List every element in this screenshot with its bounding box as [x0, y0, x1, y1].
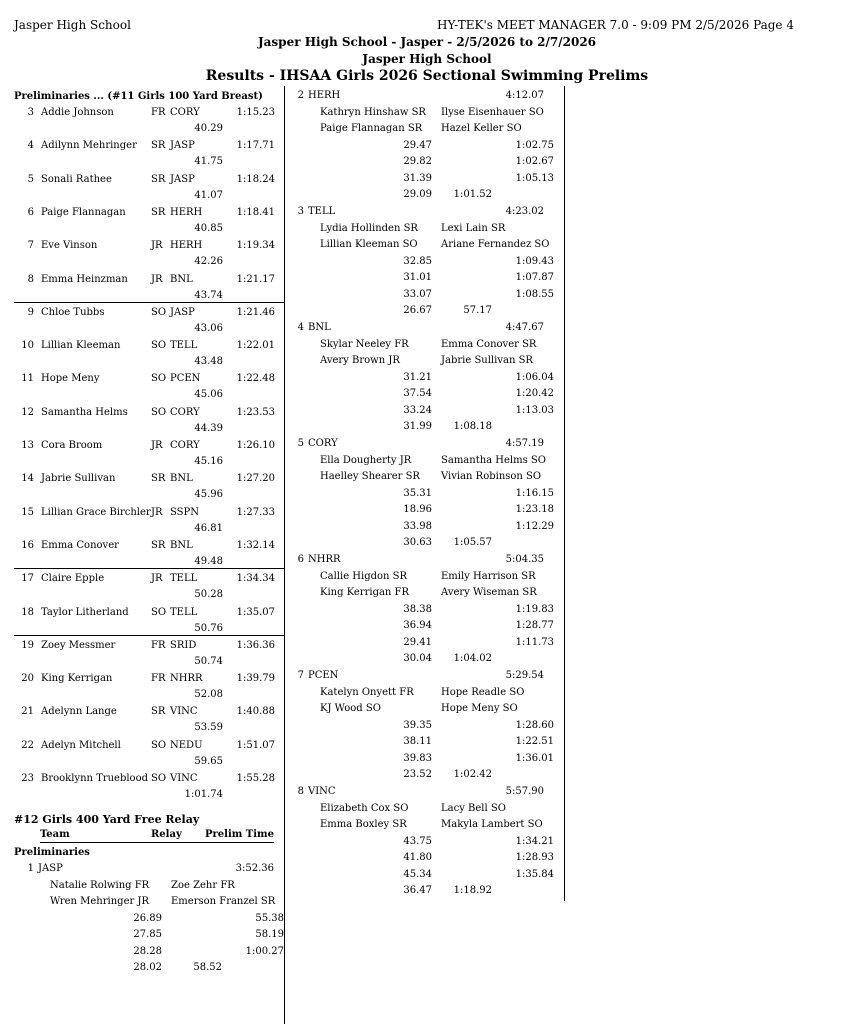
swimmer-place: 15	[21, 506, 34, 518]
relay-split: 31.99	[403, 421, 432, 432]
relay-place: 3	[297, 206, 304, 217]
header-school: Jasper High School	[14, 18, 131, 32]
swimmer-team: HERH	[170, 240, 203, 252]
right-column	[284, 86, 565, 901]
swimmer-year: FR	[151, 639, 166, 651]
relay-swimmer: Ilyse Eisenhauer SO	[441, 106, 544, 118]
swimmer-split: 1:01.74	[184, 789, 223, 800]
swimmer-team: CORY	[170, 107, 200, 118]
relay-swimmer: Emerson Franzel SR	[171, 896, 276, 907]
relay-place: 6	[297, 554, 304, 565]
swimmer-time: 1:27.20	[236, 473, 275, 485]
relay-cumulative: 1:01.52	[453, 189, 492, 200]
swimmer-name: Claire Epple	[41, 573, 105, 585]
swimmer-split: 41.07	[194, 189, 223, 201]
swimmer-split: 50.76	[194, 622, 223, 634]
swimmer-year: JR	[151, 506, 163, 518]
relay-time: 4:57.19	[505, 438, 544, 449]
swimmer-year: SO	[151, 739, 167, 751]
heat-separator	[14, 635, 284, 636]
relay-cumulative: 1:23.18	[515, 504, 554, 515]
meet-title: Jasper High School - Jasper - 2/5/2026 to 2/7/2026	[257, 35, 597, 49]
swimmer-year: SO	[151, 340, 167, 352]
header-software-info: HY-TEK's MEET MANAGER 7.0 - 9:09 PM 2/5/2026 Page 4	[437, 18, 794, 32]
relay-swimmer: Lacy Bell SO	[441, 802, 506, 814]
relay-split: 28.28	[133, 945, 162, 957]
swimmer-time: 1:18.24	[236, 173, 275, 185]
swimmer-team: JASP	[170, 306, 195, 318]
swimmer-time: 1:23.53	[236, 406, 275, 418]
relay-split: 26.67	[403, 305, 432, 316]
swimmer-year: SR	[151, 706, 166, 718]
relay-cumulative: 1:12.29	[515, 520, 554, 532]
swimmer-name: Adelynn Lange	[41, 706, 117, 718]
swimmer-name: Sonali Rathee	[41, 173, 112, 185]
col-team-header: Team	[40, 829, 70, 840]
col-relay-header: Relay	[151, 829, 182, 840]
swimmer-year: SR	[151, 539, 166, 551]
swimmer-time: 1:26.10	[236, 440, 275, 451]
swimmer-team: TELL	[170, 606, 198, 618]
swimmer-time: 1:22.01	[236, 340, 275, 352]
relay-split: 23.52	[403, 769, 432, 780]
swimmer-team: BNL	[170, 473, 193, 485]
swimmer-place: 9	[27, 306, 34, 318]
swimmer-year: JR	[151, 273, 163, 285]
relay-swimmer: Vivian Robinson SO	[441, 471, 542, 482]
relay-time: 4:47.67	[505, 322, 544, 333]
relay-swimmer: KJ Wood SO	[320, 703, 381, 714]
relay-place: 2	[297, 90, 304, 101]
swimmer-name: Jabrie Sullivan	[41, 473, 116, 485]
relay-place: 4	[297, 322, 304, 333]
relay-swimmer: Ariane Fernandez SO	[441, 239, 550, 250]
relay-swimmer: Katelyn Onyett FR	[320, 686, 414, 698]
swimmer-time: 1:15.23	[236, 107, 275, 118]
relay-cumulative: 1:08.55	[515, 288, 554, 300]
relay-cumulative: 1:22.51	[515, 736, 554, 747]
relay-time: 4:23.02	[505, 206, 544, 217]
swimmer-split: 59.65	[194, 755, 223, 767]
swimmer-team: TELL	[170, 573, 198, 585]
swimmer-name: Zoey Messmer	[41, 639, 116, 651]
relay-time: 5:29.54	[505, 670, 544, 681]
relay-split: 38.11	[403, 736, 432, 747]
relay-cumulative: 1:05.57	[453, 537, 492, 548]
swimmer-split: 41.75	[194, 156, 223, 168]
relay-cumulative: 1:02.67	[515, 156, 554, 167]
relay-cumulative: 1:11.73	[515, 636, 554, 648]
heat-separator	[14, 302, 284, 303]
relay-cumulative: 1:18.92	[453, 885, 492, 896]
relay-cumulative: 1:34.21	[515, 835, 554, 847]
swimmer-year: SO	[151, 373, 167, 385]
swimmer-team: VINC	[170, 773, 198, 784]
relay-swimmer: Samantha Helms SO	[441, 454, 546, 466]
relay-swimmer: Elizabeth Cox SO	[320, 802, 409, 814]
swimmer-place: 4	[27, 140, 34, 152]
relay-cumulative: 1:09.43	[515, 255, 554, 267]
relay-team: BNL	[308, 322, 331, 333]
swimmer-team: TELL	[170, 340, 198, 352]
swimmer-split: 40.85	[194, 222, 223, 234]
relay-cumulative: 57.17	[463, 305, 492, 316]
swimmer-team: JASP	[170, 173, 195, 185]
relay-cumulative: 58.52	[193, 962, 222, 973]
swimmer-team: JASP	[170, 140, 195, 152]
relay-split: 45.34	[403, 868, 432, 880]
swimmer-place: 7	[27, 240, 34, 252]
relay-time: 3:52.36	[235, 863, 274, 874]
swimmer-time: 1:39.79	[236, 673, 275, 685]
swimmer-name: Brooklynn Trueblood	[41, 773, 148, 784]
swimmer-team: BNL	[170, 273, 193, 285]
swimmer-place: 20	[21, 673, 34, 685]
swimmer-name: King Kerrigan	[41, 673, 113, 685]
relay-split: 29.09	[403, 189, 432, 200]
relay-split: 32.85	[403, 255, 432, 267]
relay-swimmer: Zoe Zehr FR	[171, 879, 235, 891]
swimmer-place: 17	[21, 573, 34, 585]
relay-swimmer: Emily Harrison SR	[441, 570, 536, 582]
swimmer-team: NHRR	[170, 673, 203, 685]
swimmer-year: JR	[151, 440, 163, 451]
preliminaries-label: Preliminaries	[14, 847, 90, 858]
swimmer-name: Adilynn Mehringer	[41, 140, 137, 152]
swimmer-place: 13	[21, 440, 34, 451]
swimmer-time: 1:21.46	[236, 306, 275, 318]
swimmer-place: 22	[21, 739, 34, 751]
relay-cumulative: 1:28.93	[515, 852, 554, 863]
swimmer-split: 43.06	[194, 322, 223, 334]
relay-split: 39.35	[403, 719, 432, 731]
swimmer-year: FR	[151, 107, 166, 118]
swimmer-year: SO	[151, 306, 167, 318]
relay-split: 33.07	[403, 288, 432, 300]
relay-cumulative: 1:05.13	[515, 172, 554, 184]
relay-cumulative: 55.38	[255, 912, 284, 924]
swimmer-team: CORY	[170, 406, 200, 418]
swimmer-name: Eve Vinson	[41, 240, 98, 252]
relay-time: 5:04.35	[505, 554, 544, 565]
relay-swimmer: Callie Higdon SR	[320, 570, 408, 582]
swimmer-place: 14	[21, 473, 34, 485]
relay-split: 26.89	[133, 912, 162, 924]
relay-swimmer: Jabrie Sullivan SR	[441, 355, 533, 366]
swimmer-split: 45.16	[194, 456, 223, 467]
relay-swimmer: Wren Mehringer JR	[50, 896, 149, 907]
relay-cumulative: 1:02.42	[453, 769, 492, 780]
relay-cumulative: 1:35.84	[515, 868, 554, 880]
relay-cumulative: 1:28.60	[515, 719, 554, 731]
results-title: Results - IHSAA Girls 2026 Sectional Swimming Prelims	[205, 68, 649, 84]
swimmer-split: 42.26	[194, 256, 223, 268]
swimmer-split: 45.06	[194, 389, 223, 401]
swimmer-time: 1:40.88	[236, 706, 275, 718]
relay-cumulative: 1:08.18	[453, 421, 492, 432]
swimmer-time: 1:22.48	[236, 373, 275, 385]
relay-swimmer: Lillian Kleeman SO	[320, 239, 418, 250]
swimmer-split: 46.81	[194, 522, 223, 534]
swimmer-time: 1:35.07	[236, 606, 275, 618]
swimmer-split: 40.29	[194, 123, 223, 134]
swimmer-split: 49.48	[194, 555, 223, 567]
relay-split: 33.98	[403, 520, 432, 532]
left-column	[14, 86, 285, 1024]
relay-team: PCEN	[308, 670, 339, 681]
relay-place: 1	[27, 863, 34, 874]
swimmer-place: 19	[21, 639, 34, 651]
relay-cumulative: 1:02.75	[515, 139, 554, 151]
relay-place: 5	[297, 438, 304, 449]
swimmer-time: 1:18.41	[236, 206, 275, 218]
swimmer-name: Cora Broom	[41, 440, 103, 451]
relay-split: 31.39	[403, 172, 432, 184]
relay-cumulative: 1:36.01	[515, 752, 554, 764]
relay-place: 8	[297, 786, 304, 797]
relay-swimmer: King Kerrigan FR	[320, 587, 410, 598]
swimmer-time: 1:21.17	[236, 273, 275, 285]
swimmer-name: Addie Johnson	[41, 107, 114, 118]
swimmer-team: NEDU	[170, 739, 203, 751]
swimmer-team: PCEN	[170, 373, 201, 385]
swimmer-name: Emma Conover	[41, 539, 119, 551]
relay-swimmer: Makyla Lambert SO	[441, 819, 543, 830]
relay-split: 38.38	[403, 603, 432, 615]
swimmer-place: 23	[21, 773, 34, 784]
swimmer-split: 44.39	[194, 422, 223, 434]
col-prelim-header: Prelim Time	[205, 829, 274, 840]
relay-split: 36.47	[403, 885, 432, 896]
swimmer-year: JR	[151, 573, 163, 585]
relay-swimmer: Lydia Hollinden SR	[320, 222, 418, 234]
relay-split: 41.80	[403, 852, 432, 863]
swimmer-place: 11	[21, 373, 34, 385]
relay-split: 39.83	[403, 752, 432, 764]
relay-split: 30.63	[403, 537, 432, 548]
relay-swimmer: Ella Dougherty JR	[320, 454, 412, 466]
relay-split: 43.75	[403, 835, 432, 847]
relay-cumulative: 1:28.77	[515, 620, 554, 631]
relay-swimmer: Kathryn Hinshaw SR	[320, 106, 426, 118]
swimmer-name: Chloe Tubbs	[41, 306, 105, 318]
relay-cumulative: 1:04.02	[453, 653, 492, 664]
swimmer-name: Paige Flannagan	[41, 206, 126, 218]
swimmer-year: SR	[151, 173, 166, 185]
relay-swimmer: Hazel Keller SO	[441, 123, 522, 134]
relay-split: 31.01	[403, 272, 432, 283]
relay-split: 28.02	[133, 962, 162, 973]
swimmer-name: Lillian Kleeman	[41, 340, 121, 352]
relay-swimmer: Avery Wiseman SR	[441, 587, 537, 598]
relay-swimmer: Hope Readle SO	[441, 686, 525, 698]
swimmer-name: Taylor Litherland	[41, 606, 129, 618]
swimmer-time: 1:55.28	[236, 773, 275, 784]
relay-cumulative: 1:20.42	[515, 388, 554, 399]
relay-swimmer: Hope Meny SO	[441, 703, 518, 714]
relay-team: NHRR	[308, 554, 341, 565]
event11-section-title: Preliminaries ... (#11 Girls 100 Yard Breast)	[14, 91, 263, 102]
swimmer-year: SO	[151, 773, 167, 784]
swimmer-name: Lillian Grace Birchler	[41, 506, 151, 518]
swimmer-time: 1:32.14	[236, 539, 275, 551]
swimmer-team: HERH	[170, 206, 203, 218]
relay-split: 27.85	[133, 929, 162, 940]
swimmer-year: FR	[151, 673, 166, 685]
relay-place: 7	[297, 670, 304, 681]
swimmer-name: Adelyn Mitchell	[41, 739, 121, 751]
swimmer-split: 43.48	[194, 356, 223, 368]
relay-split: 18.96	[403, 504, 432, 515]
swimmer-time: 1:27.33	[236, 506, 275, 518]
relay-swimmer: Paige Flannagan SR	[320, 123, 423, 134]
relay-swimmer: Lexi Lain SR	[441, 222, 506, 234]
relay-time: 5:57.90	[505, 786, 544, 797]
swimmer-place: 8	[27, 273, 34, 285]
relay-cumulative: 1:16.15	[515, 487, 554, 499]
swimmer-time: 1:36.36	[236, 639, 275, 651]
swimmer-place: 5	[27, 173, 34, 185]
relay-team: HERH	[308, 90, 341, 101]
swimmer-split: 43.74	[194, 289, 223, 301]
event12-title: #12 Girls 400 Yard Free Relay	[14, 813, 200, 826]
swimmer-time: 1:34.34	[236, 573, 275, 585]
relay-split: 37.54	[403, 388, 432, 399]
relay-team: VINC	[308, 786, 336, 797]
relay-cumulative: 1:00.27	[245, 945, 284, 957]
swimmer-split: 45.96	[194, 489, 223, 501]
swimmer-name: Samantha Helms	[41, 406, 128, 418]
swimmer-place: 12	[21, 406, 34, 418]
relay-cumulative: 1:19.83	[515, 603, 554, 615]
swimmer-year: SO	[151, 406, 167, 418]
swimmer-year: SO	[151, 606, 167, 618]
swimmer-year: SR	[151, 140, 166, 152]
relay-swimmer: Emma Boxley SR	[320, 819, 407, 830]
relay-time: 4:12.07	[505, 90, 544, 101]
swimmer-time: 1:51.07	[236, 739, 275, 751]
header-underline	[40, 842, 274, 843]
relay-team: TELL	[308, 206, 336, 217]
relay-team: JASP	[38, 863, 63, 874]
swimmer-time: 1:17.71	[236, 140, 275, 152]
swimmer-year: JR	[151, 240, 163, 252]
swimmer-year: SR	[151, 206, 166, 218]
relay-split: 33.24	[403, 404, 432, 416]
swimmer-split: 52.08	[194, 689, 223, 701]
swimmer-place: 3	[27, 107, 34, 118]
swimmer-team: SRID	[170, 639, 197, 651]
swimmer-place: 6	[27, 206, 34, 218]
swimmer-split: 50.74	[194, 655, 223, 667]
swimmer-time: 1:19.34	[236, 240, 275, 252]
swimmer-name: Hope Meny	[41, 373, 100, 385]
relay-swimmer: Avery Brown JR	[320, 355, 400, 366]
relay-swimmer: Emma Conover SR	[441, 338, 537, 350]
relay-split: 35.31	[403, 487, 432, 499]
relay-swimmer: Haelley Shearer SR	[320, 471, 420, 482]
relay-team: CORY	[308, 438, 338, 449]
swimmer-team: CORY	[170, 440, 200, 451]
relay-split: 29.82	[403, 156, 432, 167]
relay-cumulative: 1:13.03	[515, 404, 554, 416]
relay-split: 29.41	[403, 636, 432, 648]
relay-split: 30.04	[403, 653, 432, 664]
relay-split: 36.94	[403, 620, 432, 631]
swimmer-split: 53.59	[194, 722, 223, 734]
swimmer-split: 50.28	[194, 589, 223, 601]
swimmer-team: BNL	[170, 539, 193, 551]
swimmer-team: VINC	[170, 706, 198, 718]
swimmer-name: Emma Heinzman	[41, 273, 128, 285]
relay-swimmer: Natalie Rolwing FR	[50, 879, 150, 891]
meet-host: Jasper High School	[362, 52, 492, 66]
heat-separator	[14, 568, 284, 569]
swimmer-year: SR	[151, 473, 166, 485]
swimmer-place: 16	[21, 539, 34, 551]
relay-split: 31.21	[403, 371, 432, 383]
swimmer-team: SSPN	[170, 506, 200, 518]
relay-cumulative: 1:06.04	[515, 371, 554, 383]
swimmer-place: 21	[21, 706, 34, 718]
relay-cumulative: 1:07.87	[515, 272, 554, 283]
relay-split: 29.47	[403, 139, 432, 151]
relay-swimmer: Skylar Neeley FR	[320, 338, 409, 350]
swimmer-place: 18	[21, 606, 34, 618]
relay-cumulative: 58.19	[255, 929, 284, 940]
swimmer-place: 10	[21, 340, 34, 352]
